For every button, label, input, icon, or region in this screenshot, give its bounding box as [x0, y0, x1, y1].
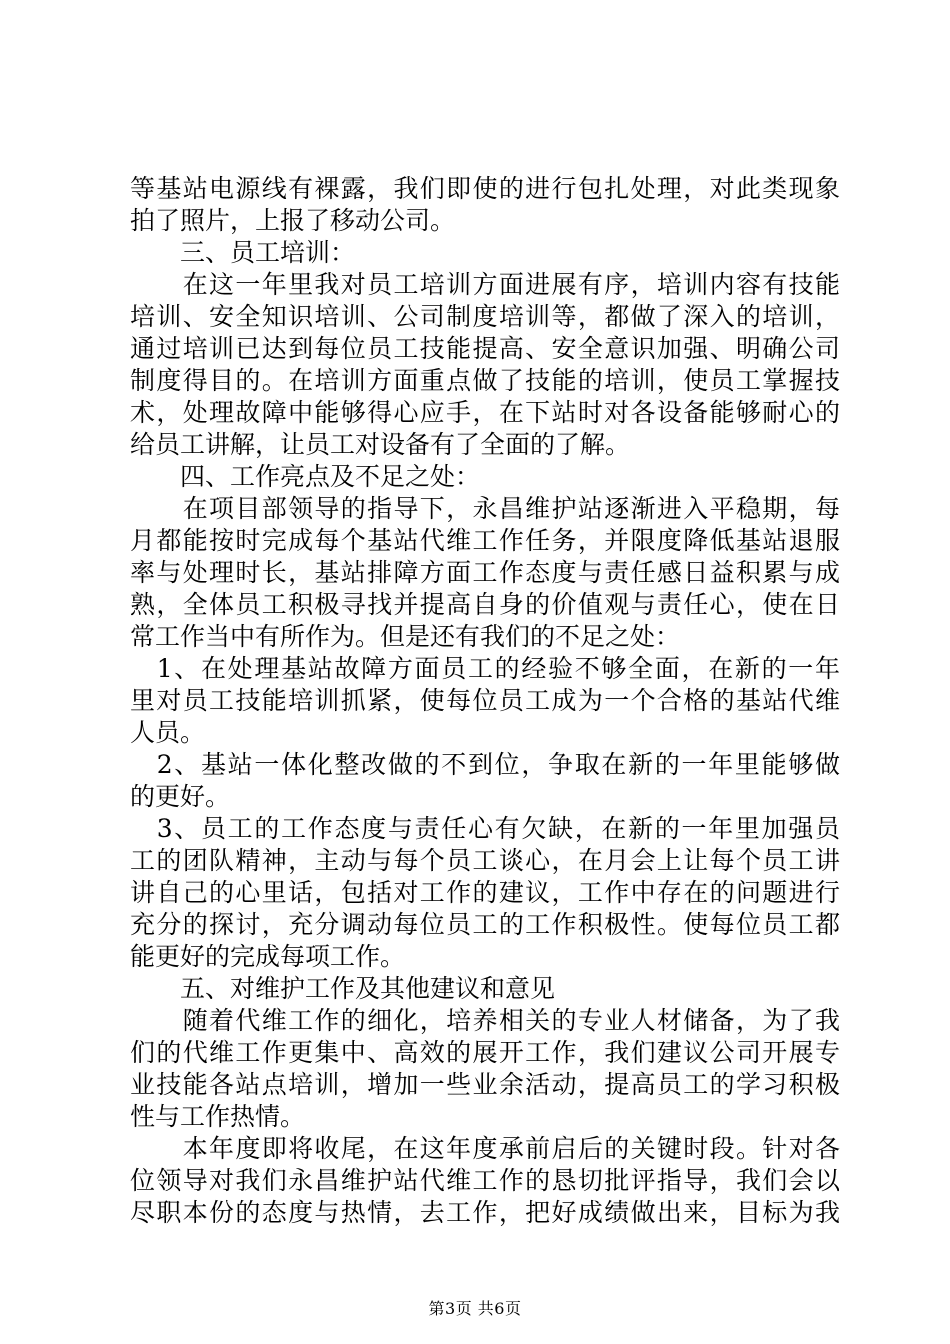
paragraph-line: 常工作当中有所作为。但是还有我们的不足之处：: [130, 622, 681, 651]
paragraph-line: 熟，全体员工积极寻找并提高自身的价值观与责任心，使在日: [130, 590, 840, 619]
list-item-line: 3、员工的工作态度与责任心有欠缺，在新的一年里加强员: [130, 814, 840, 843]
list-item-line: 里对员工技能培训抓紧，使每位员工成为一个合格的基站代维: [130, 686, 840, 715]
section-heading: 五、对维护工作及其他建议和意见: [130, 974, 556, 1003]
paragraph-line: 月都能按时完成每个基站代维工作任务，并限度降低基站退服: [130, 526, 840, 555]
paragraph-line: 通过培训已达到每位员工技能提高、安全意识加强、明确公司: [130, 334, 840, 363]
page-footer: 第3页 共6页: [428, 1299, 522, 1318]
paragraph-line: 拍了照片，上报了移动公司。: [130, 206, 456, 235]
list-item-line: 能更好的完成每项工作。: [130, 942, 406, 971]
list-item-line: 1、在处理基站故障方面员工的经验不够全面，在新的一年: [130, 654, 840, 683]
paragraph-line: 给员工讲解，让员工对设备有了全面的了解。: [130, 430, 631, 459]
paragraph-line: 随着代维工作的细化，培养相关的专业人材储备，为了我: [130, 1006, 840, 1035]
list-item-line: 讲自己的心里话，包括对工作的建议，工作中存在的问题进行: [130, 878, 840, 907]
paragraph-line: 业技能各站点培训，增加一些业余活动，提高员工的学习积极: [130, 1070, 840, 1099]
paragraph-line: 培训、安全知识培训、公司制度培训等，都做了深入的培训，: [130, 302, 840, 331]
list-item-line: 充分的探讨，充分调动每位员工的工作积极性。使每位员工都: [130, 910, 840, 939]
paragraph-line: 率与处理时长，基站排障方面工作态度与责任感日益积累与成: [130, 558, 840, 587]
paragraph-line: 尽职本份的态度与热情，去工作，把好成绩做出来，目标为我: [130, 1198, 840, 1227]
paragraph-line: 在这一年里我对员工培训方面进展有序，培训内容有技能: [130, 270, 840, 299]
paragraph-line: 本年度即将收尾，在这年度承前启后的关键时段。针对各: [130, 1134, 840, 1163]
list-item-line: 的更好。: [130, 782, 231, 811]
list-item-line: 人员。: [130, 718, 206, 747]
paragraph-line: 们的代维工作更集中、高效的展开工作，我们建议公司开展专: [130, 1038, 840, 1067]
list-item-line: 2、基站一体化整改做的不到位，争取在新的一年里能够做: [130, 750, 840, 779]
paragraph-line: 制度得目的。在培训方面重点做了技能的培训，使员工掌握技: [130, 366, 840, 395]
paragraph-line: 性与工作热情。: [130, 1102, 306, 1131]
paragraph-line: 等基站电源线有裸露，我们即使的进行包扎处理，对此类现象: [130, 174, 840, 203]
section-heading: 三、员工培训：: [130, 238, 356, 267]
paragraph-line: 位领导对我们永昌维护站代维工作的恳切批评指导，我们会以: [130, 1166, 840, 1195]
section-heading: 四、工作亮点及不足之处：: [130, 462, 481, 491]
paragraph-line: 在项目部领导的指导下，永昌维护站逐渐进入平稳期，每: [130, 494, 840, 523]
list-item-line: 工的团队精神，主动与每个员工谈心，在月会上让每个员工讲: [130, 846, 840, 875]
paragraph-line: 术，处理故障中能够得心应手，在下站时对各设备能够耐心的: [130, 398, 840, 427]
